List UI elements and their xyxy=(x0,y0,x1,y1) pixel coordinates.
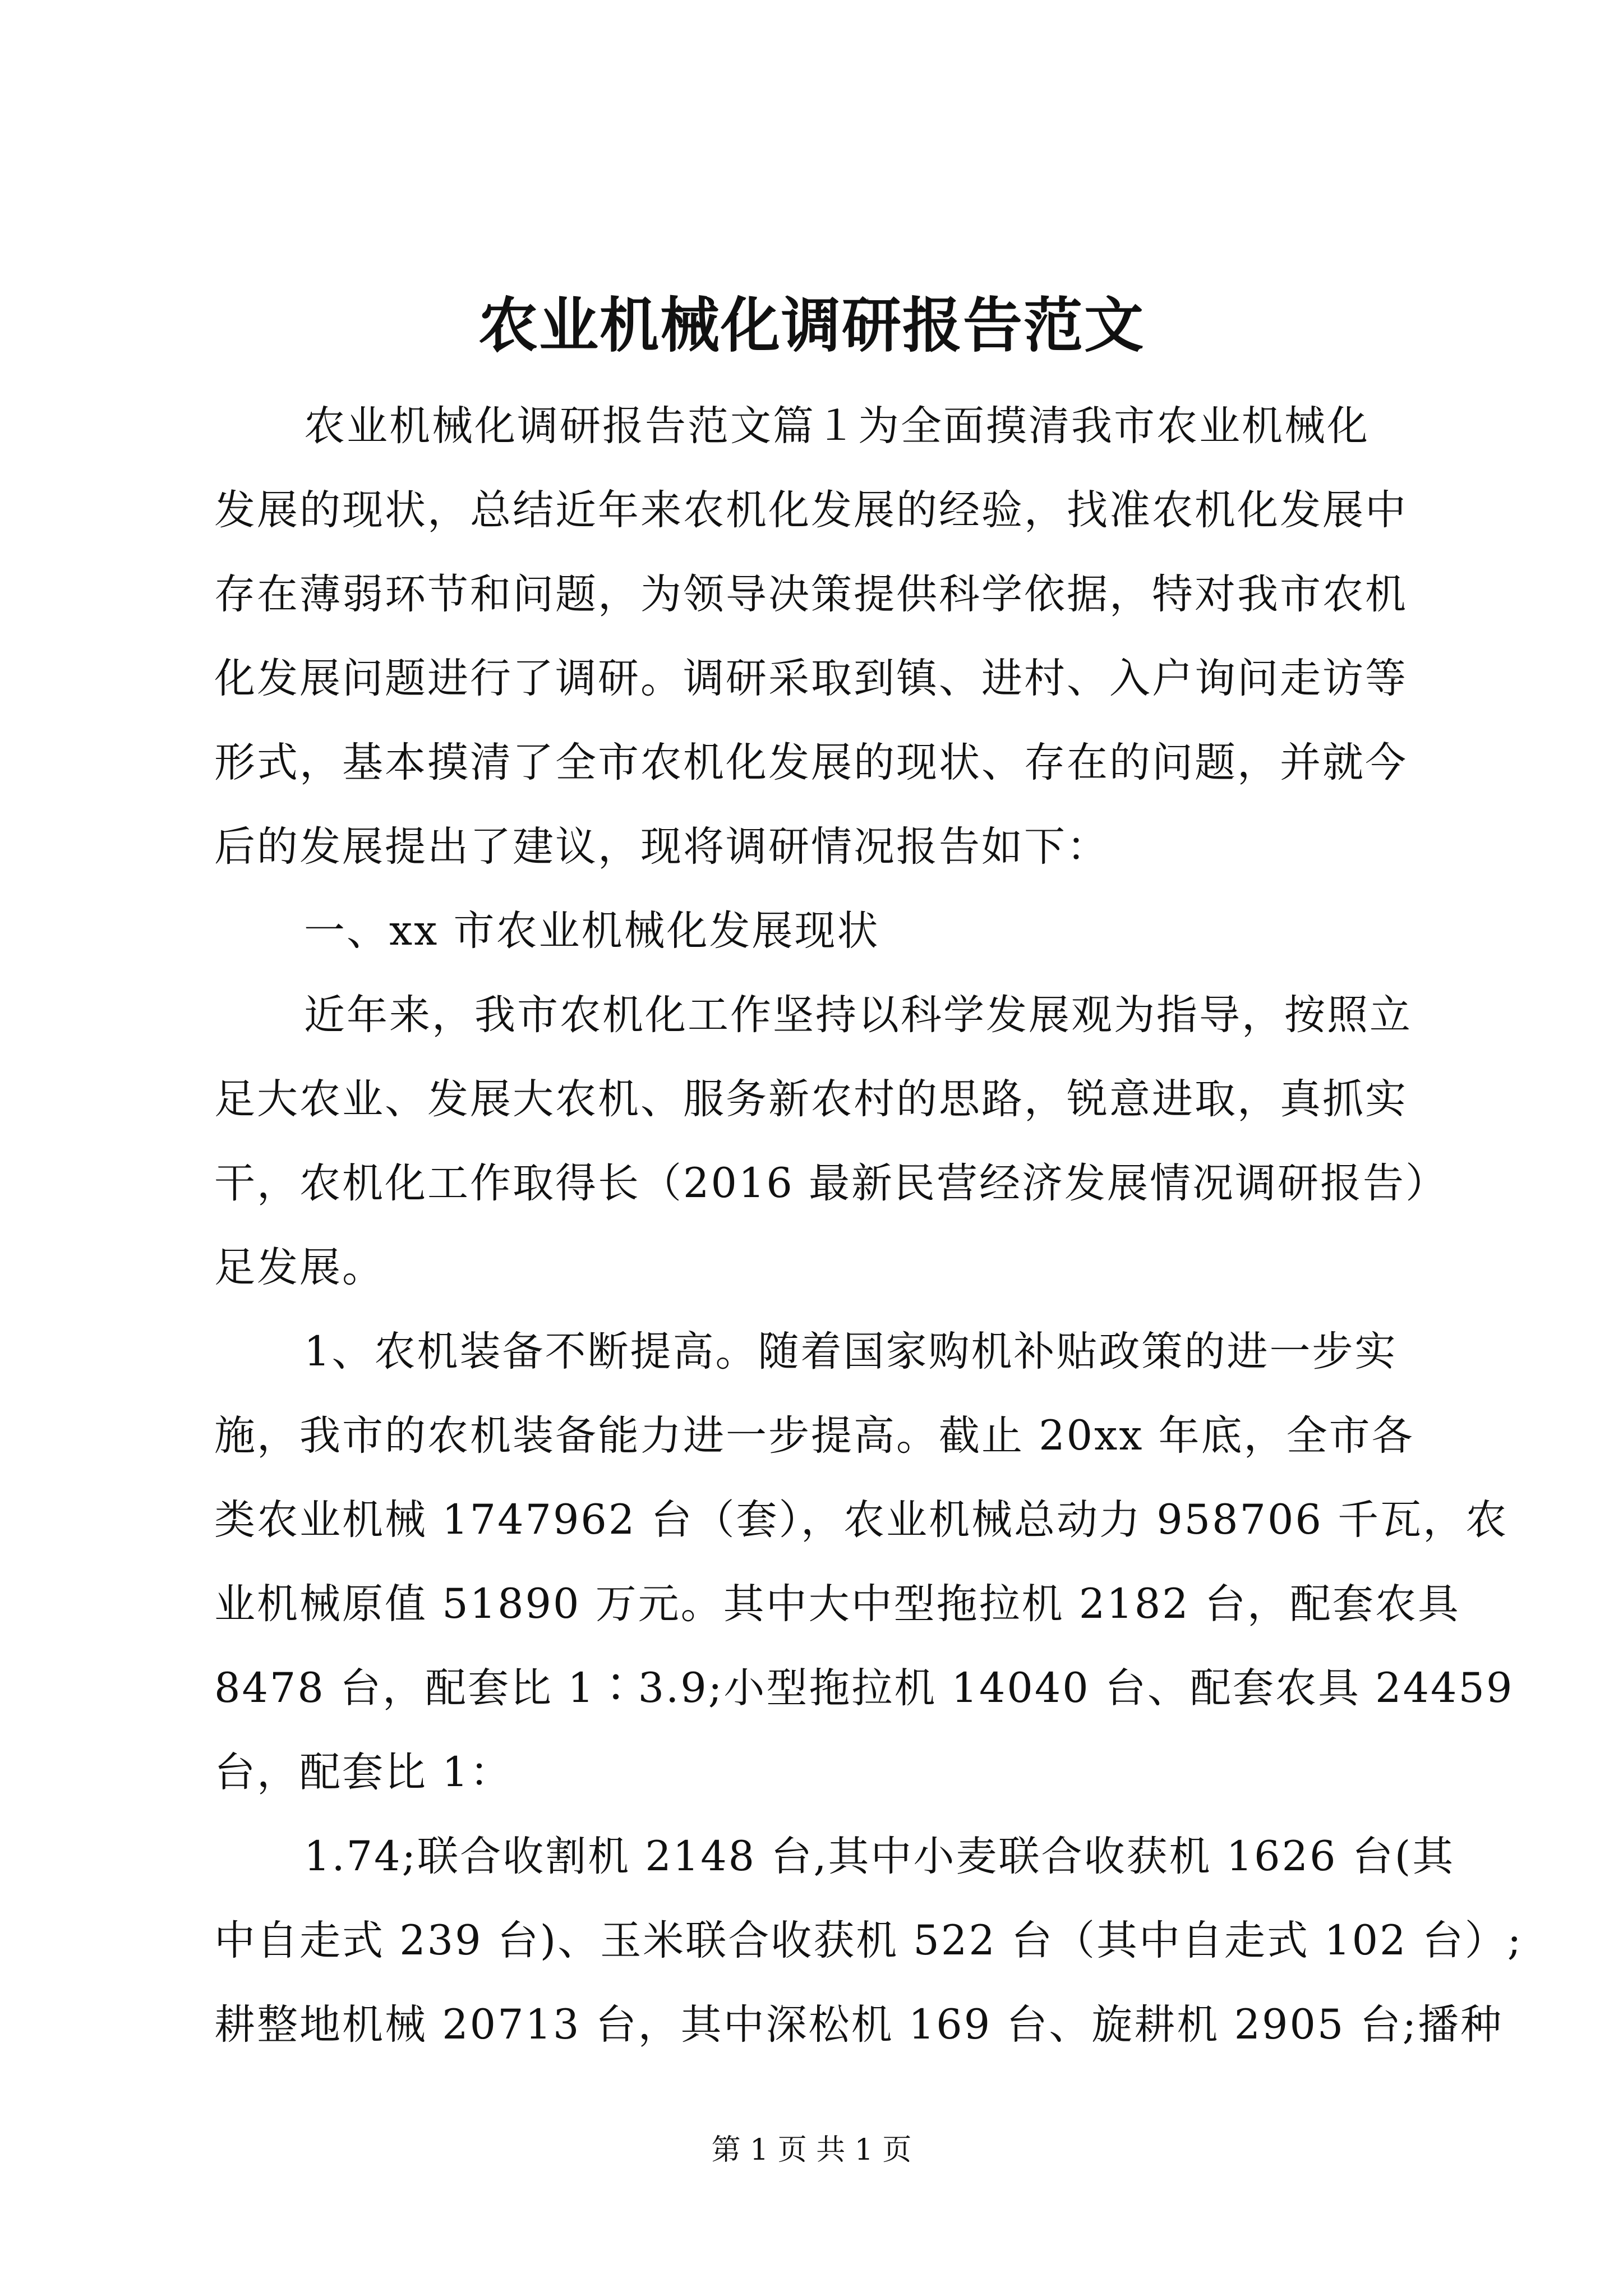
paragraph-3-line-3: 类农业机械 1747962 台（套），农业机械总动力 958706 千瓦，农 xyxy=(214,1496,1509,1544)
paragraph-4-line-2: 中自走式 239 台)、玉米联合收获机 522 台（其中自走式 102 台）; xyxy=(214,1917,1523,1964)
paragraph-2-line-4: 足发展。 xyxy=(214,1244,385,1291)
paragraph-1-line-2: 发展的现状，总结近年来农机化发展的经验，找准农机化发展中 xyxy=(214,486,1408,534)
paragraph-4-line-3: 耕整地机械 20713 台，其中深松机 169 台、旋耕机 2905 台;播种 xyxy=(214,2001,1504,2049)
section-heading-1: 一、xx 市农业机械化发展现状 xyxy=(304,907,880,955)
paragraph-3-line-4: 业机械原值 51890 万元。其中大中型拖拉机 2182 台，配套农具 xyxy=(214,1580,1460,1628)
paragraph-2-line-2: 足大农业、发展大农机、服务新农村的思路，锐意进取，真抓实 xyxy=(214,1075,1408,1123)
paragraph-3-line-5: 8478 台，配套比 1∶3.9;小型拖拉机 14040 台、配套农具 24459 xyxy=(214,1664,1514,1712)
document-title: 农业机械化调研报告范文 xyxy=(478,290,1145,360)
paragraph-1-line-4: 化发展问题进行了调研。调研采取到镇、进村、入户询问走访等 xyxy=(214,655,1408,702)
paragraph-1-line-6: 后的发展提出了建议，现将调研情况报告如下： xyxy=(214,823,1109,871)
paragraph-3-line-6: 台，配套比 1： xyxy=(214,1749,513,1796)
paragraph-2-line-1: 近年来，我市农机化工作坚持以科学发展观为指导，按照立 xyxy=(304,991,1412,1039)
paragraph-3-line-1: 1、农机装备不断提高。随着国家购机补贴政策的进一步实 xyxy=(304,1328,1398,1375)
paragraph-4-line-1: 1.74;联合收割机 2148 台,其中小麦联合收获机 1626 台(其 xyxy=(304,1833,1455,1880)
paragraph-1-line-5: 形式，基本摸清了全市农机化发展的现状、存在的问题，并就今 xyxy=(214,739,1408,786)
paragraph-3-line-2: 施，我市的农机装备能力进一步提高。截止 20xx 年底，全市各 xyxy=(214,1412,1414,1460)
paragraph-1-line-1: 农业机械化调研报告范文篇１为全面摸清我市农业机械化 xyxy=(304,402,1370,450)
paragraph-1-line-3: 存在薄弱环节和问题，为领导决策提供科学依据，特对我市农机 xyxy=(214,570,1408,618)
paragraph-2-line-3: 干，农机化工作取得长（2016 最新民营经济发展情况调研报告） xyxy=(214,1159,1448,1207)
page-footer: 第 1 页 共 1 页 xyxy=(711,2133,912,2167)
